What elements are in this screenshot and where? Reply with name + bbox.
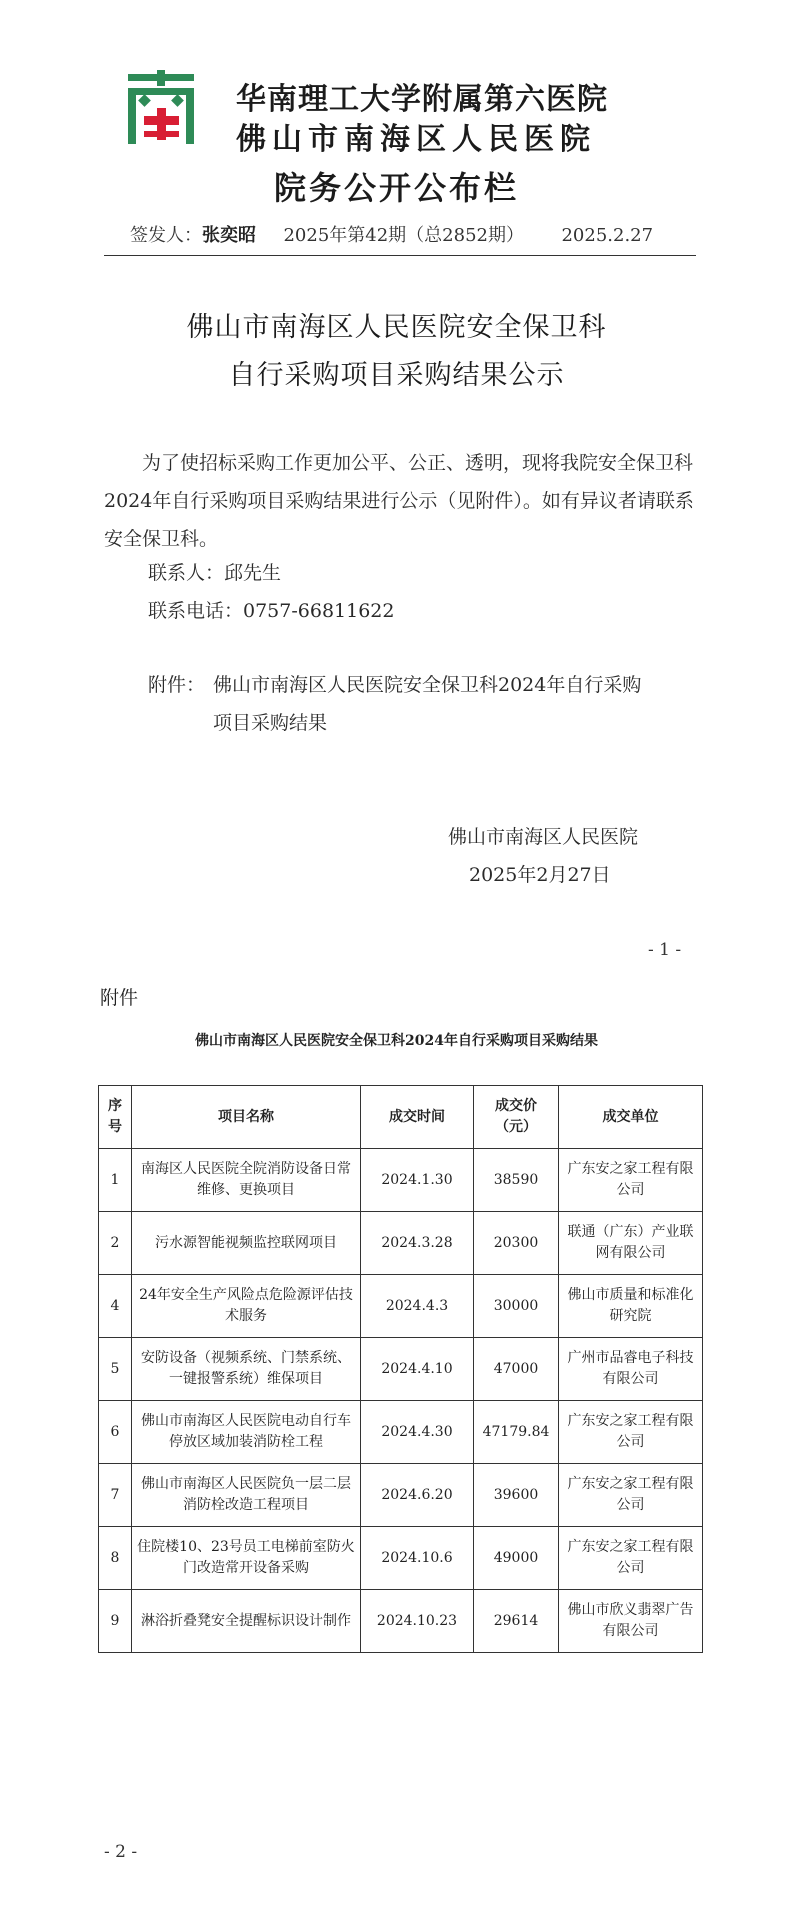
cell-price: 47000 — [474, 1338, 559, 1401]
signature-org: 佛山市南海区人民医院 — [448, 826, 639, 848]
col-date: 成交时间 — [361, 1086, 474, 1149]
col-price: 成交价（元） — [474, 1086, 559, 1149]
cell-name: 24年安全生产风险点危险源评估技术服务 — [132, 1275, 361, 1338]
attachment-label: 附件： — [148, 674, 206, 696]
page-number-2: - 2 - — [104, 1842, 138, 1862]
table-row — [99, 1212, 703, 1275]
cell-date: 2024.10.23 — [361, 1590, 474, 1653]
cell-no: 8 — [99, 1527, 132, 1590]
issuer-name: 张奕昭 — [202, 225, 256, 246]
cell-name: 住院楼10、23号员工电梯前室防火门改造常开设备采购 — [132, 1527, 361, 1590]
table-row — [99, 1464, 703, 1527]
cell-vendor: 广东安之家工程有限公司 — [559, 1527, 703, 1590]
notice-title-line2: 自行采购项目采购结果公示 — [228, 360, 565, 391]
cell-no: 1 — [99, 1149, 132, 1212]
cell-no: 9 — [99, 1590, 132, 1653]
cell-date: 2024.3.28 — [361, 1212, 474, 1275]
hospital-name-line1: 华南理工大学附属第六医院 — [236, 82, 608, 117]
cell-no: 6 — [99, 1401, 132, 1464]
cell-price: 29614 — [474, 1590, 559, 1653]
table-row — [99, 1149, 703, 1212]
cell-date: 2024.1.30 — [361, 1149, 474, 1212]
cell-date: 2024.4.3 — [361, 1275, 474, 1338]
header-divider — [104, 255, 696, 256]
cell-vendor: 联通（广东）产业联网有限公司 — [559, 1212, 703, 1275]
contact-person: 联系人：邱先生 — [148, 562, 282, 584]
notice-body: 为了使招标采购工作更加公平、公正、透明，现将我院安全保卫科2024年自行采购项目采购结果进行公示（见附件）。如有异议者请联系安全保卫科。 — [104, 452, 694, 550]
cell-date: 2024.6.20 — [361, 1464, 474, 1527]
board-title: 院务公开公布栏 — [273, 169, 519, 207]
cell-vendor: 广州市品睿电子科技有限公司 — [559, 1338, 703, 1401]
table-title: 佛山市南海区人民医院安全保卫科2024年自行采购项目采购结果 — [195, 1033, 598, 1049]
results-table — [98, 1085, 703, 1653]
cell-price: 49000 — [474, 1527, 559, 1590]
col-vendor: 成交单位 — [559, 1086, 703, 1149]
cell-name: 污水源智能视频监控联网项目 — [132, 1212, 361, 1275]
cell-name: 佛山市南海区人民医院电动自行车停放区域加装消防栓工程 — [132, 1401, 361, 1464]
cell-name: 南海区人民医院全院消防设备日常维修、更换项目 — [132, 1149, 361, 1212]
cell-name: 淋浴折叠凳安全提醒标识设计制作 — [132, 1590, 361, 1653]
hospital-logo-icon — [124, 70, 202, 146]
cell-no: 7 — [99, 1464, 132, 1527]
notice-title-line1: 佛山市南海区人民医院安全保卫科 — [186, 312, 607, 343]
issue-date: 2025.2.27 — [561, 225, 654, 246]
cell-date: 2024.4.30 — [361, 1401, 474, 1464]
issue-line — [130, 221, 653, 247]
hospital-name-line2: 佛山市南海区人民医院 — [236, 122, 596, 157]
table-row — [99, 1527, 703, 1590]
col-no: 序号 — [99, 1086, 132, 1149]
cell-price: 30000 — [474, 1275, 559, 1338]
issuer-label: 签发人： — [130, 225, 202, 246]
cell-date: 2024.4.10 — [361, 1338, 474, 1401]
contact-phone: 联系电话：0757-66811622 — [148, 600, 395, 622]
cell-no: 5 — [99, 1338, 132, 1401]
cell-vendor: 佛山市欣义翡翠广告有限公司 — [559, 1590, 703, 1653]
table-row — [99, 1275, 703, 1338]
col-name: 项目名称 — [132, 1086, 361, 1149]
attachment-heading: 附件 — [100, 987, 139, 1009]
cell-price: 47179.84 — [474, 1401, 559, 1464]
cell-vendor: 广东安之家工程有限公司 — [559, 1149, 703, 1212]
signature-date: 2025年2月27日 — [469, 864, 611, 886]
cell-vendor: 广东安之家工程有限公司 — [559, 1464, 703, 1527]
cell-vendor: 广东安之家工程有限公司 — [559, 1401, 703, 1464]
cell-name: 佛山市南海区人民医院负一层二层消防栓改造工程项目 — [132, 1464, 361, 1527]
table-row — [99, 1338, 703, 1401]
table-header-row — [99, 1086, 703, 1149]
issue-info: 2025年第42期（总2852期） — [283, 225, 524, 246]
table-row — [99, 1401, 703, 1464]
attachment-line2: 项目采购结果 — [213, 712, 328, 734]
cell-date: 2024.10.6 — [361, 1527, 474, 1590]
attachment-line1: 佛山市南海区人民医院安全保卫科2024年自行采购 — [213, 674, 642, 696]
cell-price: 20300 — [474, 1212, 559, 1275]
cell-vendor: 佛山市质量和标准化研究院 — [559, 1275, 703, 1338]
cell-no: 2 — [99, 1212, 132, 1275]
cell-price: 38590 — [474, 1149, 559, 1212]
cell-name: 安防设备（视频系统、门禁系统、一键报警系统）维保项目 — [132, 1338, 361, 1401]
cell-price: 39600 — [474, 1464, 559, 1527]
table-row — [99, 1590, 703, 1653]
page-number-1: - 1 - — [648, 940, 682, 960]
cell-no: 4 — [99, 1275, 132, 1338]
